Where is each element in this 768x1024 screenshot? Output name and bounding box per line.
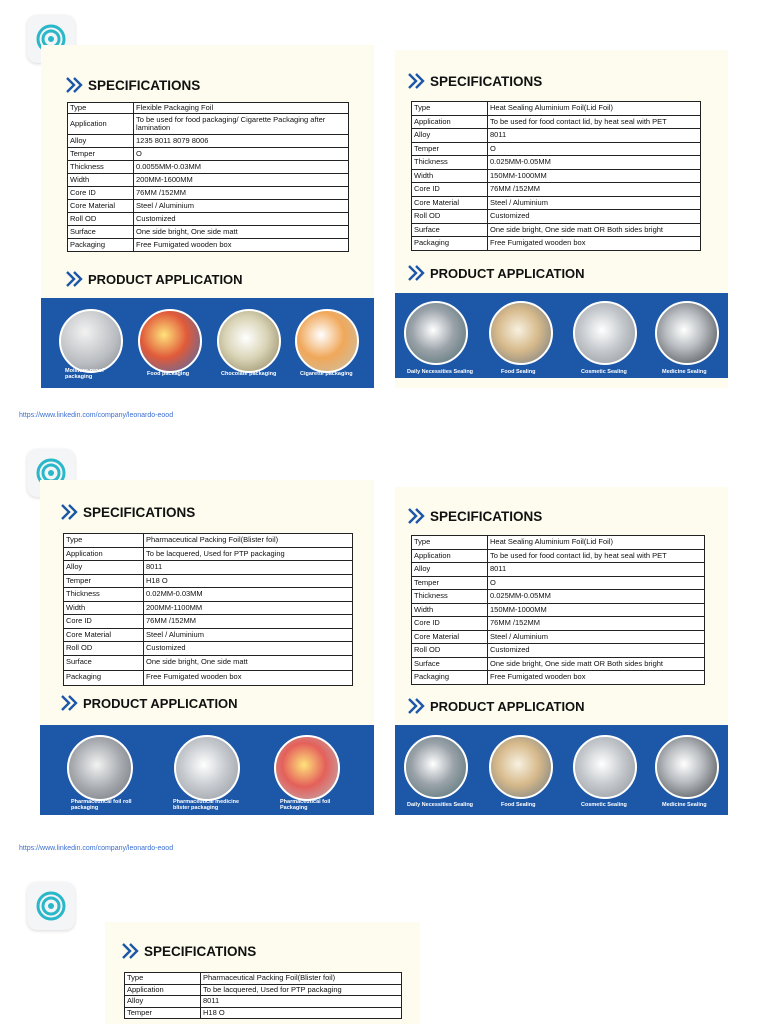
spec-label: Thickness <box>64 588 144 602</box>
table-row <box>68 200 349 213</box>
spec-label: Type <box>64 534 144 548</box>
table-row <box>412 169 701 183</box>
spec-value: To be used for food contact lid, by heat seal with PET <box>488 115 701 129</box>
spec-label: Roll OD <box>412 210 488 224</box>
table-row <box>125 1007 402 1019</box>
app-title: PRODUCT APPLICATION <box>83 695 238 711</box>
table-row <box>68 161 349 174</box>
table-row <box>68 239 349 252</box>
table-row <box>412 563 705 577</box>
spec-value: 0.025MM-0.05MM <box>488 590 705 604</box>
app-caption: Food Sealing <box>501 802 536 808</box>
double-chevron-icon <box>121 942 141 960</box>
spec-label: Core Material <box>412 196 488 210</box>
table-row <box>412 536 705 550</box>
spec-label: Temper <box>412 142 488 156</box>
spec-label: Core ID <box>412 183 488 197</box>
app-caption: Cosmetic Sealing <box>581 802 627 808</box>
spec-label: Surface <box>412 223 488 237</box>
linkedin-link[interactable]: https://www.linkedin.com/company/leonardo-eood <box>19 412 174 419</box>
double-chevron-icon <box>65 270 85 288</box>
spec-label: Alloy <box>412 563 488 577</box>
app-image-blister <box>174 735 240 801</box>
spec-value: One side bright, One side matt OR Both sides bright <box>488 657 705 671</box>
spec-value: O <box>488 576 705 590</box>
app-image-daily <box>404 735 468 799</box>
spec-label: Application <box>412 115 488 129</box>
spec-value: To be lacquered, Used for PTP packaging <box>201 984 402 996</box>
spec-value: Free Fumigated wooden box <box>488 671 705 685</box>
spec-value: Pharmaceutical Packing Foil(Blister foil) <box>201 973 402 985</box>
table-row <box>125 973 402 985</box>
app-image-cigarette <box>295 309 359 373</box>
app-image-medicine <box>655 735 719 799</box>
app-caption: Pharmaceutical medicine blister packaging <box>173 799 240 811</box>
table-row <box>125 984 402 996</box>
spec-label: Alloy <box>68 135 134 148</box>
table-row <box>412 644 705 658</box>
table-row <box>412 115 701 129</box>
app-image-cosmetic <box>573 301 637 365</box>
app-image-food-sealing <box>489 301 553 365</box>
spec-value: 0.02MM-0.03MM <box>144 588 353 602</box>
spec-value: 8011 <box>144 561 353 575</box>
spec-label: Width <box>412 169 488 183</box>
spec-label: Packaging <box>68 239 134 252</box>
spec-label: Packaging <box>412 237 488 251</box>
table-row <box>68 213 349 226</box>
spec-label: Temper <box>68 148 134 161</box>
table-row <box>68 103 349 114</box>
table-row <box>68 174 349 187</box>
logo-icon <box>27 882 75 930</box>
spec-label: Core ID <box>64 615 144 629</box>
app-caption: Cigarette packaging <box>300 371 353 377</box>
spec-label: Type <box>412 102 488 116</box>
spec-label: Roll OD <box>412 644 488 658</box>
spec-label: Surface <box>412 657 488 671</box>
table-row <box>412 129 701 143</box>
table-row <box>64 628 353 642</box>
table-row <box>412 102 701 116</box>
spec-value: One side bright, One side matt OR Both sides bright <box>488 223 701 237</box>
spec-label: Type <box>125 973 201 985</box>
spec-label: Application <box>412 549 488 563</box>
table-row <box>64 561 353 575</box>
spec-label: Roll OD <box>68 213 134 226</box>
table-row <box>412 183 701 197</box>
table-row <box>412 549 705 563</box>
spec-value: To be lacquered, Used for PTP packaging <box>144 547 353 561</box>
table-row <box>412 237 701 251</box>
table-row <box>412 142 701 156</box>
spec-table <box>411 101 701 251</box>
spec-value: 150MM-1000MM <box>488 603 705 617</box>
double-chevron-icon <box>407 507 427 525</box>
spec-heading <box>121 942 256 960</box>
spec-label: Type <box>412 536 488 550</box>
spec-value: 76MM /152MM <box>144 615 353 629</box>
table-row <box>412 603 705 617</box>
table-row <box>68 148 349 161</box>
spec-title: SPECIFICATIONS <box>430 508 543 524</box>
app-caption: Medicine Sealing <box>662 369 707 375</box>
spec-value: One side bright, One side matt <box>134 226 349 239</box>
spec-title: SPECIFICATIONS <box>144 943 257 959</box>
table-row <box>68 135 349 148</box>
application-band <box>395 293 728 378</box>
app-caption: Daily Necessities Sealing <box>407 369 474 375</box>
spec-label: Core ID <box>68 187 134 200</box>
table-row <box>412 671 705 685</box>
spec-table <box>63 533 353 686</box>
spec-value: Steel / Aluminium <box>144 628 353 642</box>
double-chevron-icon <box>407 264 427 282</box>
table-row <box>412 630 705 644</box>
table-row <box>412 196 701 210</box>
spec-title: SPECIFICATIONS <box>83 504 196 520</box>
app-caption: Medicine Sealing <box>662 802 707 808</box>
app-image-moisture <box>59 309 123 373</box>
table-row <box>412 617 705 631</box>
spec-title: SPECIFICATIONS <box>430 73 543 89</box>
app-caption: Pharmaceutical foil roll packaging <box>71 799 132 811</box>
app-image-cosmetic <box>573 735 637 799</box>
double-chevron-icon <box>60 503 80 521</box>
spec-value: 200MM-1600MM <box>134 174 349 187</box>
spec-value: Heat Sealing Aluminium Foil(Lid Foil) <box>488 102 701 116</box>
app-image-foil-packaging <box>274 735 340 801</box>
table-row <box>64 574 353 588</box>
spec-table <box>411 535 705 685</box>
spec-card-blister-2 <box>105 922 420 1024</box>
spec-heading <box>60 503 195 521</box>
double-chevron-icon <box>60 694 80 712</box>
spec-value: H18 O <box>201 1007 402 1019</box>
spec-value: 1235 8011 8079 8006 <box>134 135 349 148</box>
table-row <box>64 642 353 656</box>
linkedin-link[interactable]: https://www.linkedin.com/company/leonardo-eood <box>19 845 174 852</box>
spec-label: Alloy <box>64 561 144 575</box>
product-application-heading <box>407 264 585 282</box>
spec-label: Surface <box>64 655 144 670</box>
spec-value: Free Fumigated wooden box <box>134 239 349 252</box>
spec-value: H18 O <box>144 574 353 588</box>
app-caption: Chocolate packaging <box>221 371 277 377</box>
spec-label: Core ID <box>412 617 488 631</box>
spec-value: Free Fumigated wooden box <box>144 670 353 685</box>
spec-value: 8011 <box>488 563 705 577</box>
table-row <box>68 114 349 135</box>
spec-label: Application <box>125 984 201 996</box>
double-chevron-icon <box>407 72 427 90</box>
spec-label: Thickness <box>412 590 488 604</box>
spec-label: Core Material <box>64 628 144 642</box>
spec-value: 76MM /152MM <box>488 617 705 631</box>
spec-value: To be used for food packaging/ Cigarette Packaging after lamination <box>134 114 349 135</box>
spec-value: 150MM-1000MM <box>488 169 701 183</box>
spec-label: Alloy <box>412 129 488 143</box>
spec-label: Width <box>412 603 488 617</box>
spec-value: 0.0055MM-0.03MM <box>134 161 349 174</box>
app-image-food-sealing <box>489 735 553 799</box>
spec-label: Temper <box>125 1007 201 1019</box>
spec-label: Core Material <box>412 630 488 644</box>
spec-label: Roll OD <box>64 642 144 656</box>
spec-value: One side bright, One side matt <box>144 655 353 670</box>
spec-label: Alloy <box>125 996 201 1008</box>
spec-table <box>124 972 402 1019</box>
table-row <box>64 601 353 615</box>
app-image-food <box>138 309 202 373</box>
spec-heading <box>407 72 542 90</box>
app-caption: Daily Necessities Sealing <box>407 802 474 808</box>
spec-value: Customized <box>488 210 701 224</box>
app-caption: Food Sealing <box>501 369 536 375</box>
product-application-heading <box>65 270 243 288</box>
app-image-foil-roll <box>67 735 133 801</box>
table-row <box>64 655 353 670</box>
spec-label: Temper <box>64 574 144 588</box>
spec-label: Packaging <box>412 671 488 685</box>
table-row <box>68 226 349 239</box>
spec-value: To be used for food contact lid, by heat seal with PET <box>488 549 705 563</box>
app-image-chocolate <box>217 309 281 373</box>
spec-value: Steel / Aluminium <box>488 196 701 210</box>
table-row <box>412 210 701 224</box>
table-row <box>412 657 705 671</box>
app-title: PRODUCT APPLICATION <box>430 265 585 281</box>
table-row <box>64 670 353 685</box>
spec-value: Pharmaceutical Packing Foil(Blister foil) <box>144 534 353 548</box>
spec-label: Thickness <box>68 161 134 174</box>
spec-label: Core Material <box>68 200 134 213</box>
table-row <box>412 590 705 604</box>
spec-label: Thickness <box>412 156 488 170</box>
app-caption: Pharmaceutical foil Packaging <box>280 799 331 811</box>
app-title: PRODUCT APPLICATION <box>430 698 585 714</box>
table-row <box>64 588 353 602</box>
product-application-heading <box>60 694 238 712</box>
spec-table <box>67 102 349 252</box>
spec-label: Type <box>68 103 134 114</box>
spec-heading <box>65 76 200 94</box>
spec-card-blister <box>40 480 374 815</box>
spec-label: Width <box>64 601 144 615</box>
double-chevron-icon <box>65 76 85 94</box>
spec-label: Temper <box>412 576 488 590</box>
spec-value: Customized <box>488 644 705 658</box>
spec-label: Width <box>68 174 134 187</box>
spec-value: 200MM-1100MM <box>144 601 353 615</box>
table-row <box>68 187 349 200</box>
spec-value: Flexible Packaging Foil <box>134 103 349 114</box>
table-row <box>64 547 353 561</box>
app-image-daily <box>404 301 468 365</box>
application-band <box>40 725 374 815</box>
spec-label: Application <box>64 547 144 561</box>
spec-value: Steel / Aluminium <box>488 630 705 644</box>
table-row <box>412 223 701 237</box>
product-application-heading <box>407 697 585 715</box>
table-row <box>412 576 705 590</box>
spec-value: O <box>488 142 701 156</box>
double-chevron-icon <box>407 697 427 715</box>
spec-value: Customized <box>134 213 349 226</box>
spec-card-lid-foil-2 <box>395 487 728 815</box>
spec-heading <box>407 507 542 525</box>
table-row <box>64 615 353 629</box>
spec-value: 8011 <box>201 996 402 1008</box>
spec-card-flexible <box>41 45 374 388</box>
app-caption: Moisture-proof packaging <box>65 368 104 380</box>
spec-label: Application <box>68 114 134 135</box>
spec-value: O <box>134 148 349 161</box>
spec-label: Packaging <box>64 670 144 685</box>
application-band <box>395 725 728 815</box>
spec-title: SPECIFICATIONS <box>88 77 201 93</box>
spec-value: 0.025MM-0.05MM <box>488 156 701 170</box>
app-caption: Food packaging <box>147 371 190 377</box>
app-caption: Cosmetic Sealing <box>581 369 627 375</box>
app-title: PRODUCT APPLICATION <box>88 271 243 287</box>
app-image-medicine <box>655 301 719 365</box>
spec-value: Free Fumigated wooden box <box>488 237 701 251</box>
spec-value: 8011 <box>488 129 701 143</box>
table-row <box>64 534 353 548</box>
table-row <box>125 996 402 1008</box>
spec-value: 76MM /152MM <box>488 183 701 197</box>
spec-value: Heat Sealing Aluminium Foil(Lid Foil) <box>488 536 705 550</box>
spec-value: Customized <box>144 642 353 656</box>
spec-value: 76MM /152MM <box>134 187 349 200</box>
table-row <box>412 156 701 170</box>
spec-label: Surface <box>68 226 134 239</box>
spec-value: Steel / Aluminium <box>134 200 349 213</box>
application-band <box>41 298 374 388</box>
spec-card-lid-foil <box>395 50 728 388</box>
